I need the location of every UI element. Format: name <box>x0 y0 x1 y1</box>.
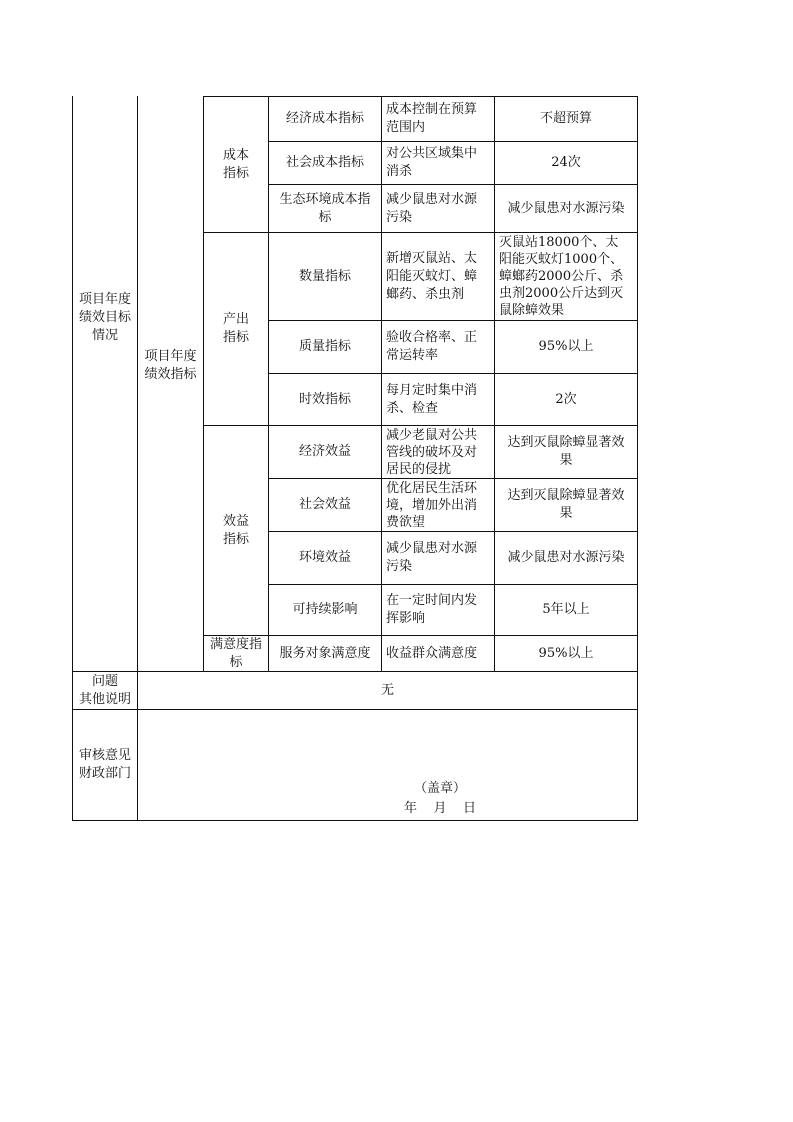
group-benefit-label: 效益 指标 <box>222 513 249 547</box>
target-cell: 达到灭鼠除蟑显著效 果 <box>507 488 625 521</box>
indicator-cell: 可持续影响 <box>292 602 358 617</box>
group-satisfaction-label: 满意度指 标 <box>209 636 262 670</box>
review-date: 年 月 日 <box>403 801 477 816</box>
other-notes-value: 无 <box>380 682 394 698</box>
group-output-label: 产出 指标 <box>222 312 249 345</box>
indicator-cell: 社会成本指标 <box>285 155 364 170</box>
indicator-cell: 生态环境成本指 标 <box>279 191 371 225</box>
indicator-cell: 时效指标 <box>298 391 351 407</box>
content-cell: 在一定时间内发 挥影响 <box>386 593 478 626</box>
group-cost-label: 成本 指标 <box>222 147 249 181</box>
content-cell: 收益群众满意度 <box>386 645 478 661</box>
content-cell: 新增灭鼠站、太 阳能灭蚊灯、蟑 螂药、杀虫剂 <box>386 250 478 302</box>
indicator-cell: 数量指标 <box>298 268 351 284</box>
indicator-cell: 环境效益 <box>298 550 351 565</box>
section-label: 项目年度 绩效目标 情况 <box>78 292 131 343</box>
content-cell: 成本控制在预算 范围内 <box>386 102 478 135</box>
target-cell: 95%以上 <box>538 339 594 354</box>
stamp-text: （盖章） <box>413 781 466 796</box>
indicator-cell: 社会效益 <box>298 497 351 512</box>
target-cell: 达到灭鼠除蟑显著效 果 <box>507 435 625 468</box>
content-cell: 减少鼠患对水源 污染 <box>386 191 478 225</box>
indicator-cell: 经济效益 <box>298 444 351 459</box>
target-cell: 24次 <box>551 155 581 170</box>
target-cell: 2次 <box>555 391 577 407</box>
content-cell: 验收合格率、正 常运转率 <box>386 330 478 363</box>
target-cell: 不超预算 <box>539 111 592 126</box>
sub-label: 项目年度 绩效指标 <box>144 349 197 382</box>
content-cell: 减少鼠患对水源 污染 <box>386 541 478 574</box>
content-cell: 减少老鼠对公共 管线的破坏及对 居民的侵扰 <box>386 427 478 477</box>
indicator-cell: 质量指标 <box>298 339 351 354</box>
target-cell: 5年以上 <box>542 602 590 617</box>
target-cell: 减少鼠患对水源污染 <box>507 550 625 565</box>
indicator-cell: 服务对象满意度 <box>279 645 371 661</box>
content-cell: 优化居民生活环 境，增加外出消 费欲望 <box>386 480 478 530</box>
target-cell: 减少鼠患对水源污染 <box>507 200 625 216</box>
target-cell: 灭鼠站18000个、太 阳能灭蚊灯1000个、 蟑螂药2000公斤、杀 虫剂2000公斤达到灭 鼠除蟑效果 <box>499 235 624 318</box>
content-cell: 每月定时集中消 杀、检查 <box>386 382 478 416</box>
content-cell: 对公共区域集中 消杀 <box>386 146 478 179</box>
target-cell: 95%以上 <box>538 645 594 661</box>
other-notes-label: 问题 其他说明 <box>78 673 131 707</box>
indicator-cell: 经济成本指标 <box>285 111 364 126</box>
finance-review-label: 审核意见 财政部门 <box>78 748 131 781</box>
